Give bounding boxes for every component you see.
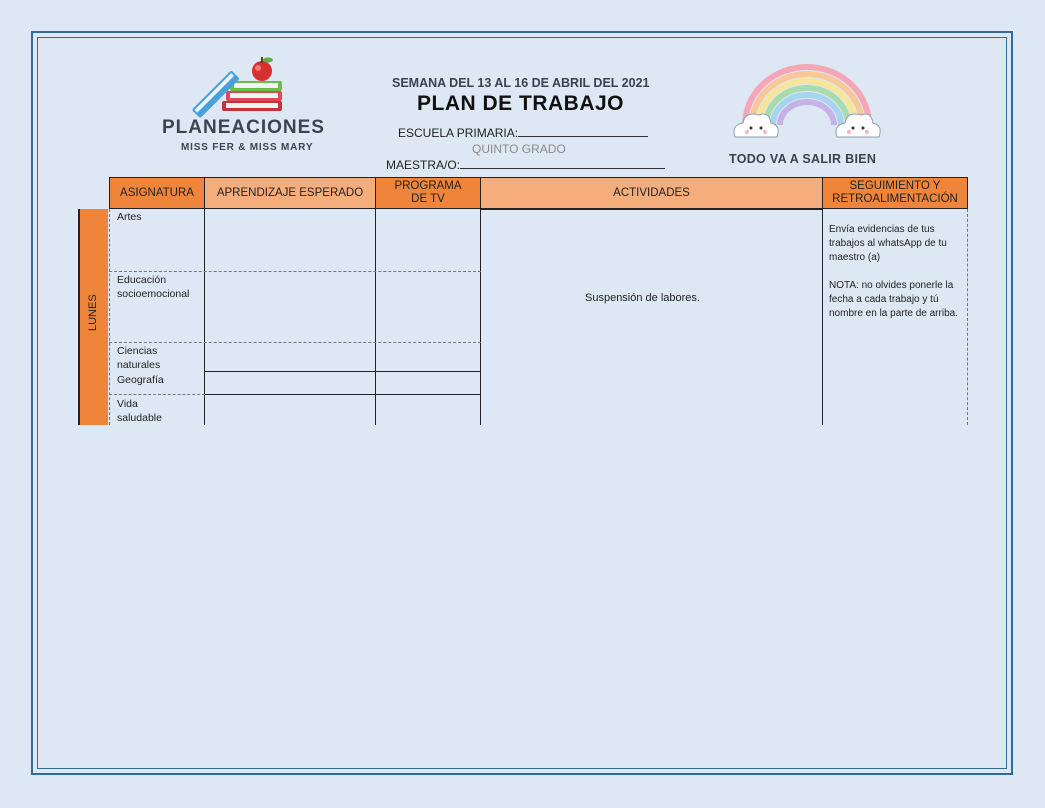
grid-line (204, 209, 205, 425)
grid-line (375, 209, 376, 425)
grid-line-dashed (109, 394, 205, 395)
grid-line (480, 209, 481, 425)
teacher-field (386, 158, 665, 172)
grid-line-dashed (967, 209, 968, 425)
logo-subtitle: MISS FER & MISS MARY (181, 142, 314, 153)
books-apple-icon (160, 55, 335, 155)
grid-line (204, 394, 481, 395)
followup-notes (829, 223, 963, 335)
subject-geografia: Geografía (117, 374, 164, 386)
col-header-activities: ACTIVIDADES (480, 177, 823, 209)
followup-note: NOTA: no olvides ponerle la fecha a cada trabajo y tú nombre en la parte de arriba. (829, 280, 958, 319)
teacher-label: MAESTRA/O: (386, 158, 461, 172)
col-header-followup: SEGUIMIENTO Y RETROALIMENTACIÓN (822, 177, 968, 209)
teacher-blank-line (460, 158, 665, 169)
subject-socioemocional: Educación socioemocional (117, 274, 190, 300)
col-header-subject: ASIGNATURA (109, 177, 205, 209)
subject-vida-saludable: Vida saludable (117, 398, 162, 424)
grid-line-dashed (109, 271, 481, 272)
school-blank-line (518, 126, 648, 137)
activity-text: Suspensión de labores. (585, 292, 700, 304)
school-field (398, 126, 648, 140)
page-title: PLAN DE TRABAJO (417, 92, 625, 115)
grid-line (204, 371, 481, 372)
grid-line (822, 209, 823, 425)
subject-ciencias: Ciencias naturales (117, 345, 161, 371)
grid-line-dashed (109, 342, 481, 343)
rainbow-clouds-icon (725, 55, 890, 150)
grade-text: QUINTO GRADO (472, 142, 566, 156)
subject-artes: Artes (117, 211, 142, 223)
grid-line-dashed (109, 209, 110, 425)
motivation-badge-text: TODO VA A SALIR BIEN (729, 152, 877, 166)
col-header-tv-program: PROGRAMA DE TV (375, 177, 481, 209)
logo-title: PLANEACIONES (162, 117, 325, 138)
day-label: LUNES (87, 294, 99, 331)
grid-line (480, 209, 823, 210)
school-label: ESCUELA PRIMARIA: (398, 126, 519, 140)
week-heading: SEMANA DEL 13 AL 16 DE ABRIL DEL 2021 (392, 76, 650, 90)
followup-instruction: Envía evidencias de tus trabajos al whatsApp de tu maestro (a) (829, 224, 947, 263)
col-header-learning: APRENDIZAJE ESPERADO (204, 177, 376, 209)
